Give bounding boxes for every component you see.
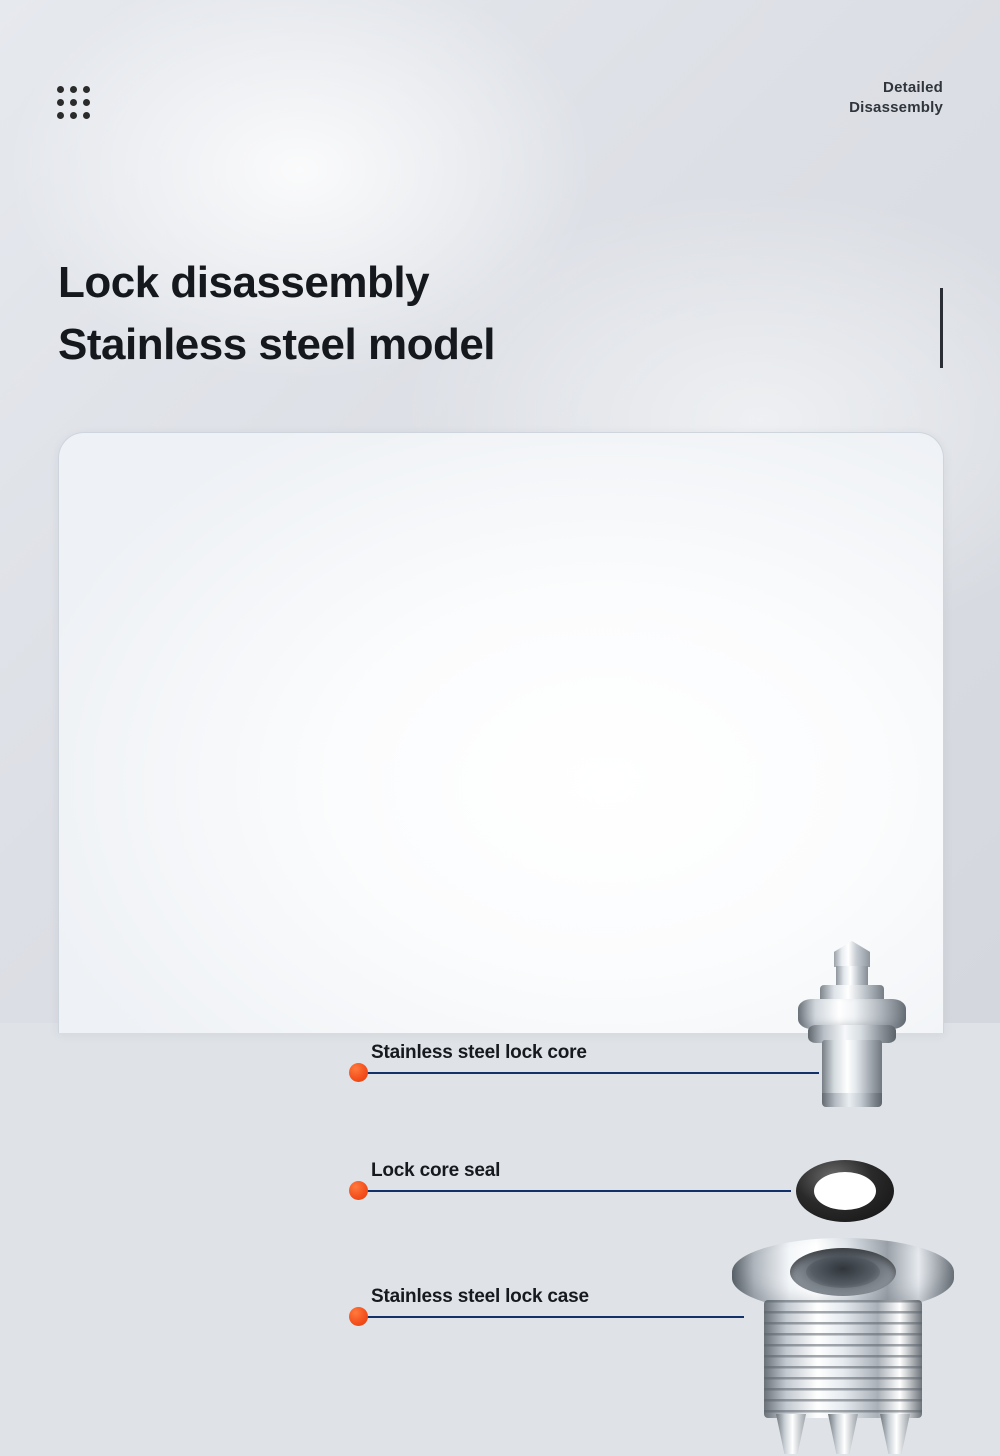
- corner-label-line1: Detailed: [883, 79, 943, 96]
- lock-case-part-image: [732, 1238, 954, 1456]
- lock-core-part-image: [792, 941, 912, 1113]
- diagram-card: [58, 432, 944, 1307]
- dot-grid-icon: [57, 86, 93, 122]
- lock-case-threads: [764, 1300, 922, 1418]
- callout-leader-line: [359, 1190, 791, 1192]
- dot: [83, 112, 90, 119]
- lock-core-seal-part-image: [796, 1160, 894, 1222]
- callout-leader-line: [359, 1072, 819, 1074]
- accent-rule: [940, 288, 943, 368]
- lock-case-bore-inner: [806, 1256, 880, 1288]
- page-title-line2: Stainless steel model: [58, 320, 496, 369]
- lock-case-foot: [776, 1414, 806, 1454]
- dot: [70, 99, 77, 106]
- callout-label: Stainless steel lock core: [371, 1042, 587, 1063]
- dot: [70, 112, 77, 119]
- lock-case-foot: [828, 1414, 858, 1454]
- page-title: [58, 252, 495, 376]
- lock-core-neck: [836, 966, 868, 986]
- dot: [83, 99, 90, 106]
- dot: [70, 86, 77, 93]
- lock-case-foot: [880, 1414, 910, 1454]
- o-ring-hole: [814, 1172, 876, 1210]
- callout-bullet-icon: [349, 1063, 368, 1082]
- corner-label-line2: Disassembly: [849, 99, 943, 116]
- corner-label: [849, 78, 943, 118]
- callout-bullet-icon: [349, 1181, 368, 1200]
- lock-core-body: [822, 1040, 882, 1098]
- dot: [57, 112, 64, 119]
- callout-label: Lock core seal: [371, 1160, 501, 1181]
- dot: [57, 86, 64, 93]
- callout-label: Stainless steel lock case: [371, 1286, 589, 1307]
- dot: [57, 99, 64, 106]
- dot: [83, 86, 90, 93]
- callout-bullet-icon: [349, 1307, 368, 1326]
- callout-leader-line: [359, 1316, 744, 1318]
- page-title-line1: Lock disassembly: [58, 258, 430, 307]
- lock-core-base: [822, 1093, 882, 1107]
- lock-core-tip: [834, 941, 870, 967]
